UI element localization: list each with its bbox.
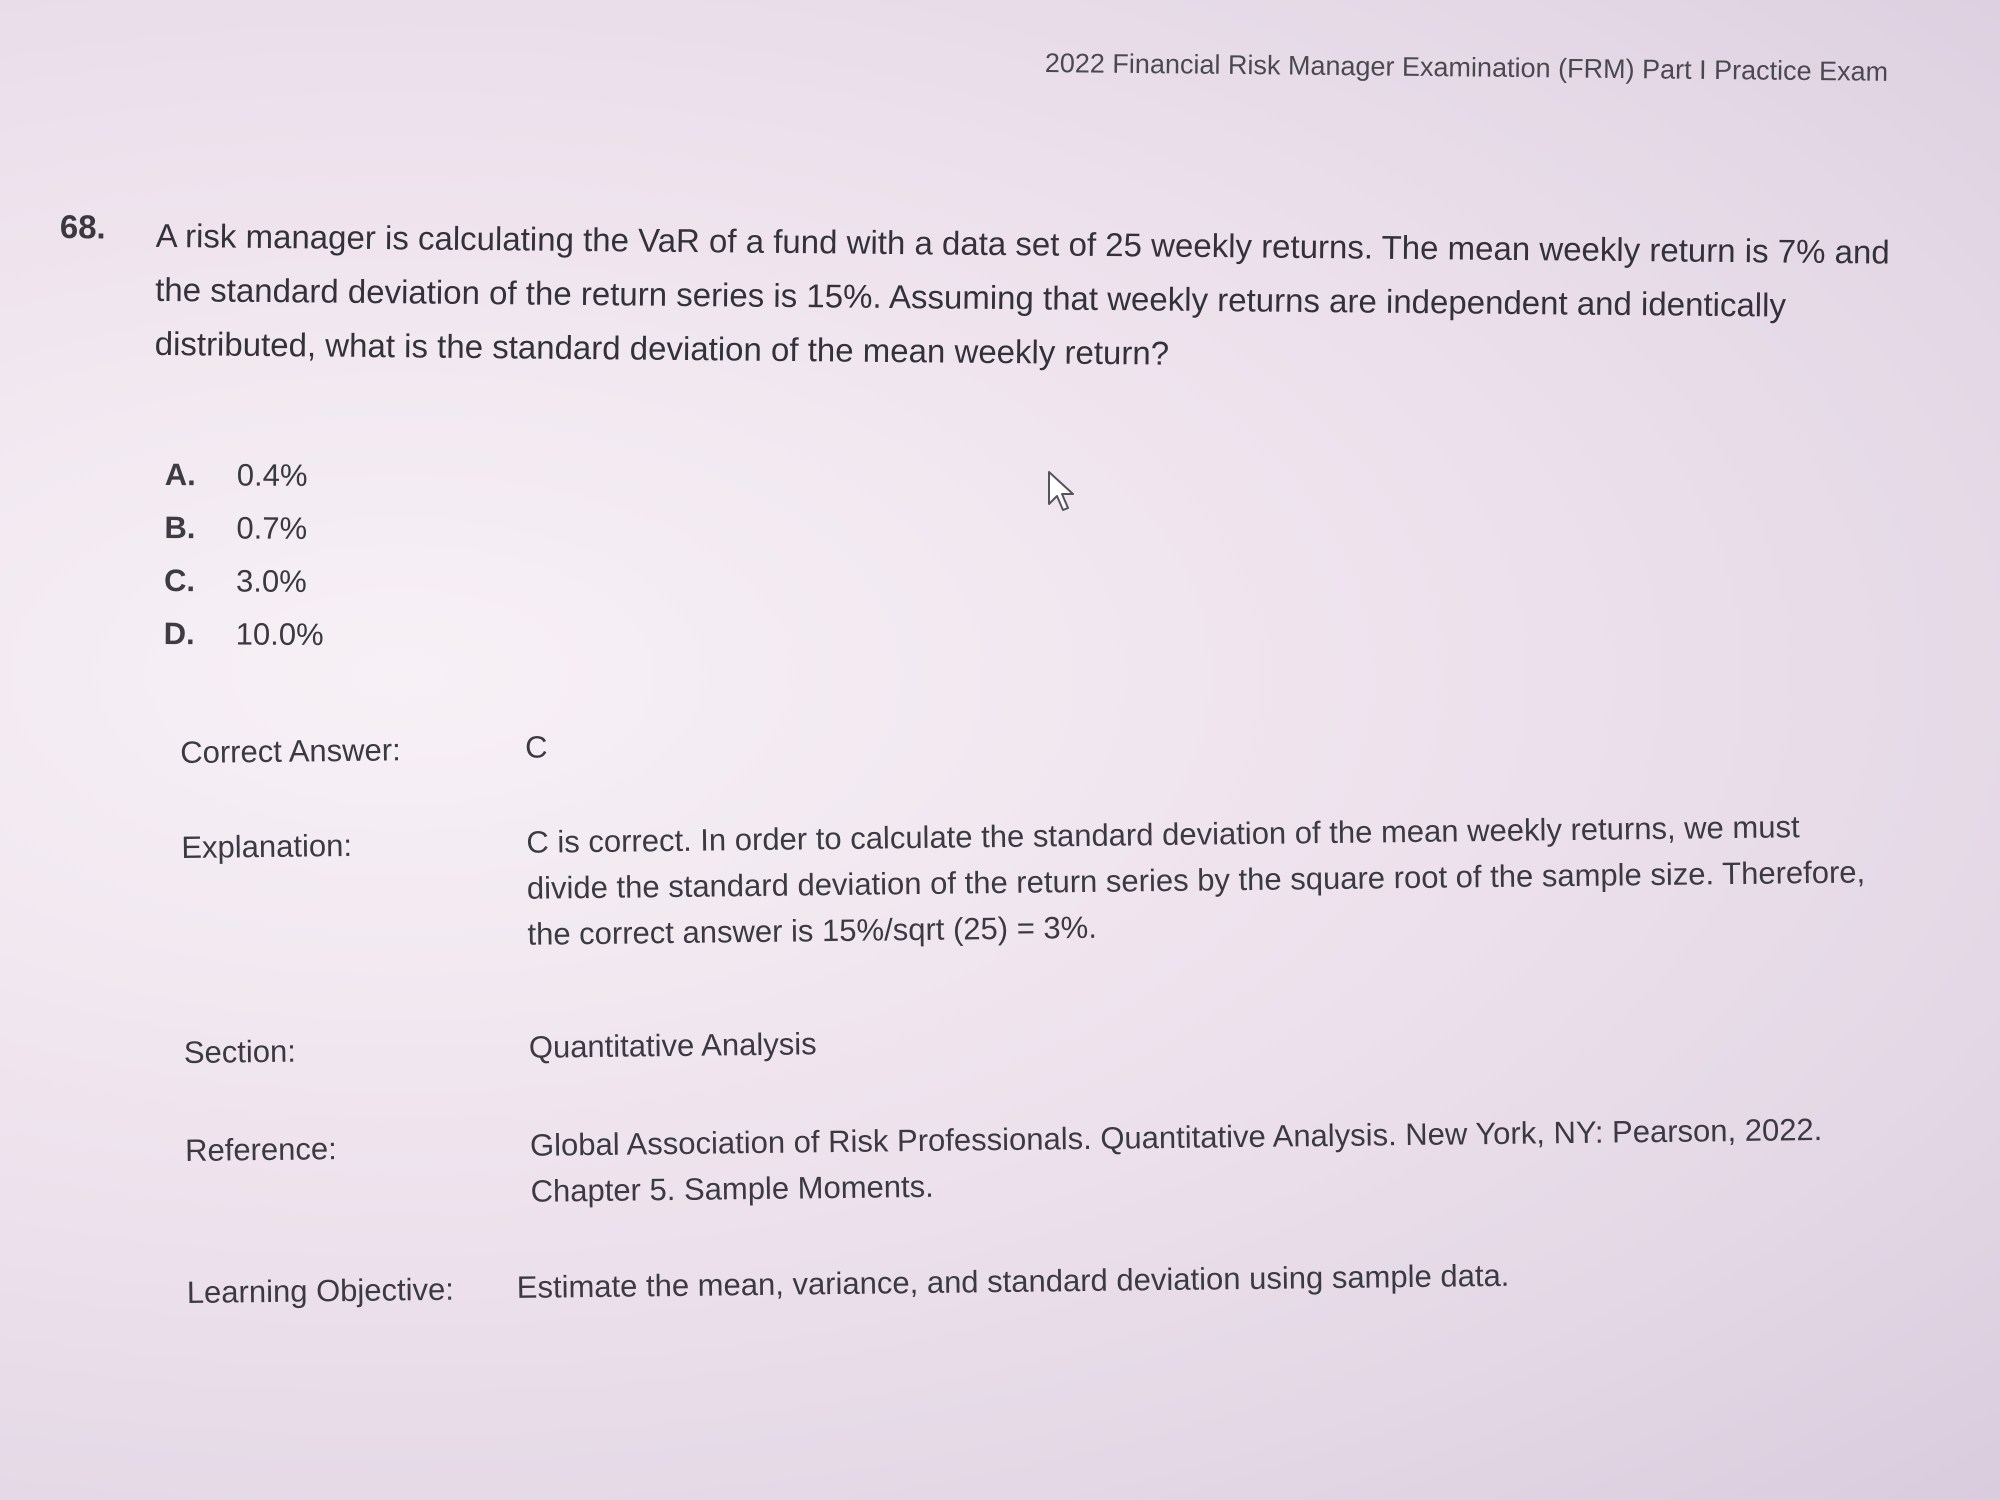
question-number: 68. xyxy=(59,208,106,246)
reference-label: Reference: xyxy=(184,1131,337,1168)
option-letter: B. xyxy=(164,509,196,545)
option-d[interactable] xyxy=(164,607,564,663)
explanation-row xyxy=(181,809,1881,952)
section-row xyxy=(183,1014,1884,1070)
learning-objective-label: Learning Objective: xyxy=(186,1271,455,1310)
answer-options xyxy=(164,448,565,663)
section-label: Section: xyxy=(183,1033,297,1070)
correct-answer-value: C xyxy=(524,729,548,765)
option-value: 0.4% xyxy=(236,457,308,493)
option-value: 10.0% xyxy=(235,615,324,652)
option-a[interactable] xyxy=(165,448,565,504)
option-c[interactable] xyxy=(164,554,564,610)
question-text: A risk manager is calculating the VaR of a fund with a data set of 25 weekly returns. The mean weekly return is 7% and the standard deviation of the return series is 15%. Assuming that weekly returns are independent and identically distributed, what is the standard deviation of the mean weekly return? xyxy=(154,216,1890,372)
option-value: 0.7% xyxy=(236,510,308,546)
reference-value: Global Association of Risk Professionals. Quantitative Analysis. New York, NY: Pearson, 2022. Chapter 5. Sample Moments. xyxy=(529,1111,1823,1209)
explanation-label: Explanation: xyxy=(181,827,353,865)
question-block xyxy=(59,208,1920,372)
mouse-pointer-icon xyxy=(1046,470,1082,514)
section-value: Quantitative Analysis xyxy=(528,1026,817,1065)
explanation-value: C is correct. In order to calculate the standard deviation of the mean weekly returns, we must divide the standard deviation of the return series by the square root of the sample size. Therefore, the correct answer is 15%/sqrt (25) = 3%. xyxy=(526,809,1866,952)
option-b[interactable] xyxy=(164,501,564,557)
option-letter: A. xyxy=(164,456,196,492)
correct-answer-label: Correct Answer: xyxy=(180,732,401,770)
option-value: 3.0% xyxy=(235,562,307,599)
learning-objective-row xyxy=(186,1254,1887,1310)
page-header: 2022 Financial Risk Manager Examination (FRM) Part I Practice Exam xyxy=(1044,48,1889,87)
correct-answer-row xyxy=(180,714,1880,770)
learning-objective-value: Estimate the mean, variance, and standard deviation using sample data. xyxy=(516,1257,1510,1305)
answer-details xyxy=(180,714,1880,1310)
reference-row xyxy=(184,1111,1885,1209)
option-letter: C. xyxy=(163,562,196,598)
option-letter: D. xyxy=(163,615,195,651)
